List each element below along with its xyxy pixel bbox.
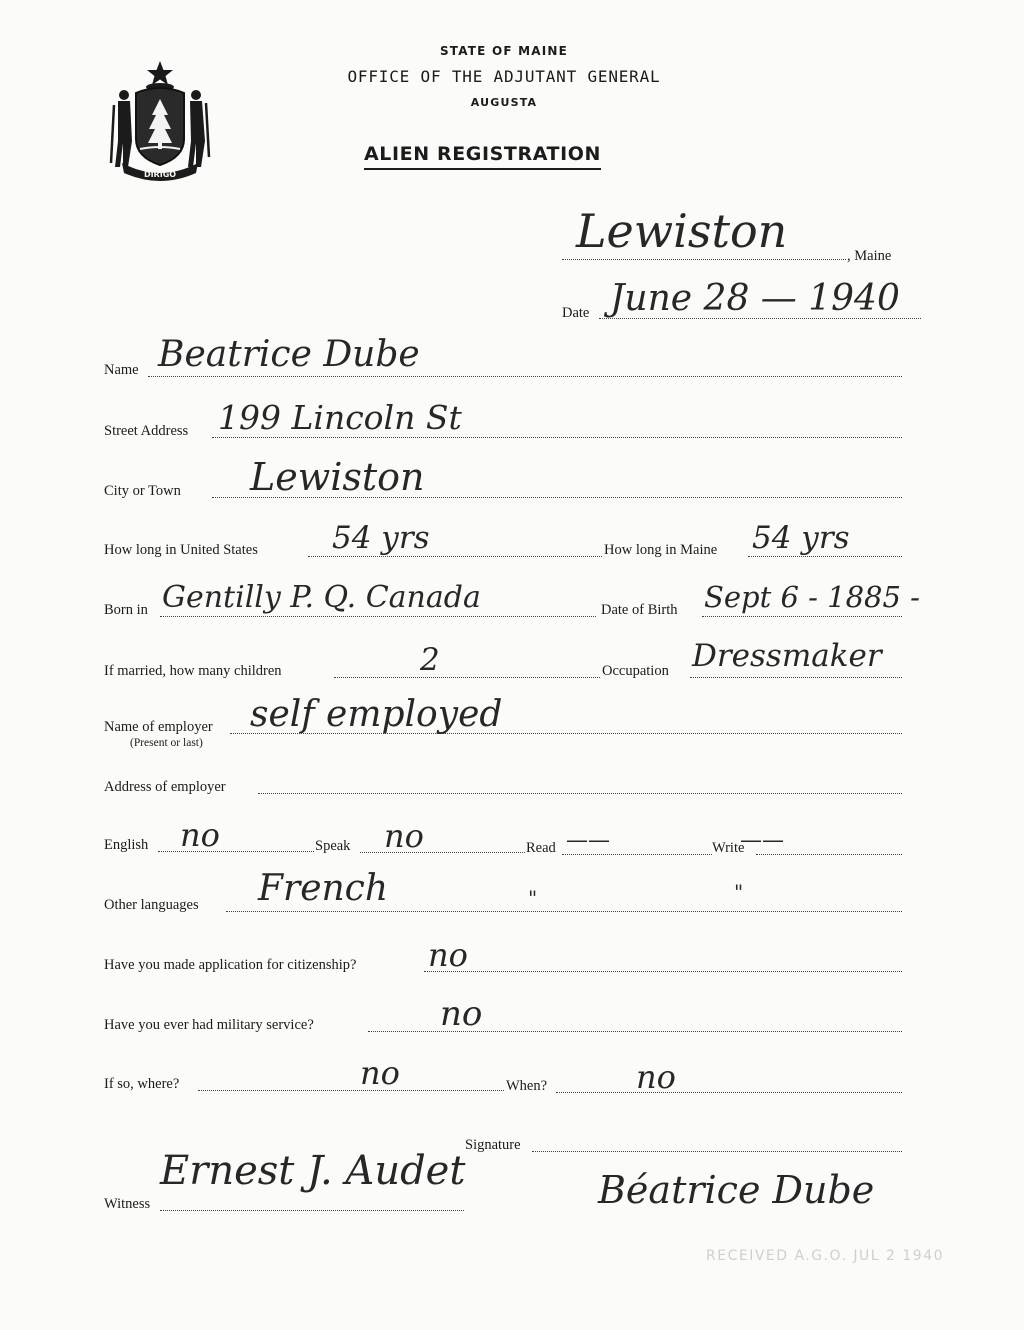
when-value: no [636, 1058, 676, 1096]
signature-value: Béatrice Dube [598, 1168, 875, 1212]
place-value: Lewiston [576, 204, 788, 258]
born-label: Born in [104, 602, 148, 618]
other-write-value: " [734, 880, 744, 904]
write-value: —— [740, 828, 784, 853]
read-value: —— [566, 828, 610, 853]
when-line [556, 1092, 902, 1093]
seal-motto: DIRIGO [143, 170, 177, 179]
header-city: AUGUSTA [470, 96, 538, 109]
english-label: English [104, 837, 149, 853]
military-label: Have you ever had military service? [104, 1017, 314, 1033]
maine-label: , Maine [847, 248, 892, 264]
date-label: Date [562, 305, 590, 321]
maine-len-label: How long in Maine [604, 542, 718, 558]
children-line [334, 677, 600, 678]
received-stamp: RECEIVED A.G.O. JUL 2 1940 [706, 1248, 945, 1264]
header-office: OFFICE OF THE ADJUTANT GENERAL [347, 67, 661, 86]
street-line [212, 437, 902, 438]
street-value: 199 Lincoln St [218, 398, 462, 437]
dob-label: Date of Birth [601, 602, 678, 618]
dob-value: Sept 6 - 1885 - [704, 580, 920, 614]
date-value: June 28 — 1940 [610, 278, 900, 319]
employer-sublabel: (Present or last) [130, 737, 203, 749]
citizenship-value: no [428, 936, 468, 974]
occupation-label: Occupation [602, 663, 669, 679]
emp-address-label: Address of employer [104, 779, 226, 795]
occupation-value: Dressmaker [692, 638, 882, 674]
where-label: If so, where? [104, 1076, 180, 1092]
street-label: Street Address [104, 423, 189, 439]
where-value: no [360, 1054, 400, 1092]
other-lang-label: Other languages [104, 897, 199, 913]
speak-label: Speak [315, 838, 351, 854]
occupation-line [690, 677, 902, 678]
military-value: no [440, 994, 483, 1034]
born-line [160, 616, 596, 617]
signature-label: Signature [465, 1137, 521, 1153]
citizenship-label: Have you made application for citizenship? [104, 957, 357, 973]
citizenship-line [424, 971, 902, 972]
speak-value: no [384, 817, 424, 855]
us-label: How long in United States [104, 542, 258, 558]
other-lang-value: French [258, 868, 389, 909]
read-line [562, 854, 712, 855]
maine-years-value: 54 yrs [752, 520, 850, 556]
header-state: STATE OF MAINE [439, 44, 569, 58]
form-title: ALIEN REGISTRATION [364, 143, 601, 170]
write-label: Write [712, 840, 745, 856]
dob-line [702, 616, 902, 617]
us-years-value: 54 yrs [332, 520, 430, 556]
witness-line [160, 1210, 464, 1211]
employer-value: self employed [250, 694, 503, 735]
employer-label: Name of employer [104, 719, 213, 735]
city-label: City or Town [104, 483, 181, 499]
read-label: Read [526, 840, 556, 856]
english-value: no [180, 816, 220, 854]
name-label: Name [104, 362, 139, 378]
emp-address-line [258, 793, 902, 794]
write-line [756, 854, 902, 855]
where-line [198, 1090, 504, 1091]
signature-line [532, 1151, 902, 1152]
children-value: 2 [420, 642, 440, 678]
name-value: Beatrice Dube [158, 334, 420, 375]
witness-value: Ernest J. Audet [160, 1148, 466, 1194]
us-line [308, 556, 602, 557]
when-label: When? [506, 1078, 548, 1094]
born-value: Gentilly P. Q. Canada [162, 580, 481, 615]
maine-len-line [748, 556, 902, 557]
city-value: Lewiston [250, 455, 425, 499]
name-line [148, 376, 902, 377]
place-line [562, 259, 846, 260]
witness-label: Witness [104, 1196, 151, 1212]
other-read-value: " [528, 886, 538, 910]
other-lang-line [226, 911, 902, 912]
children-label: If married, how many children [104, 663, 282, 679]
